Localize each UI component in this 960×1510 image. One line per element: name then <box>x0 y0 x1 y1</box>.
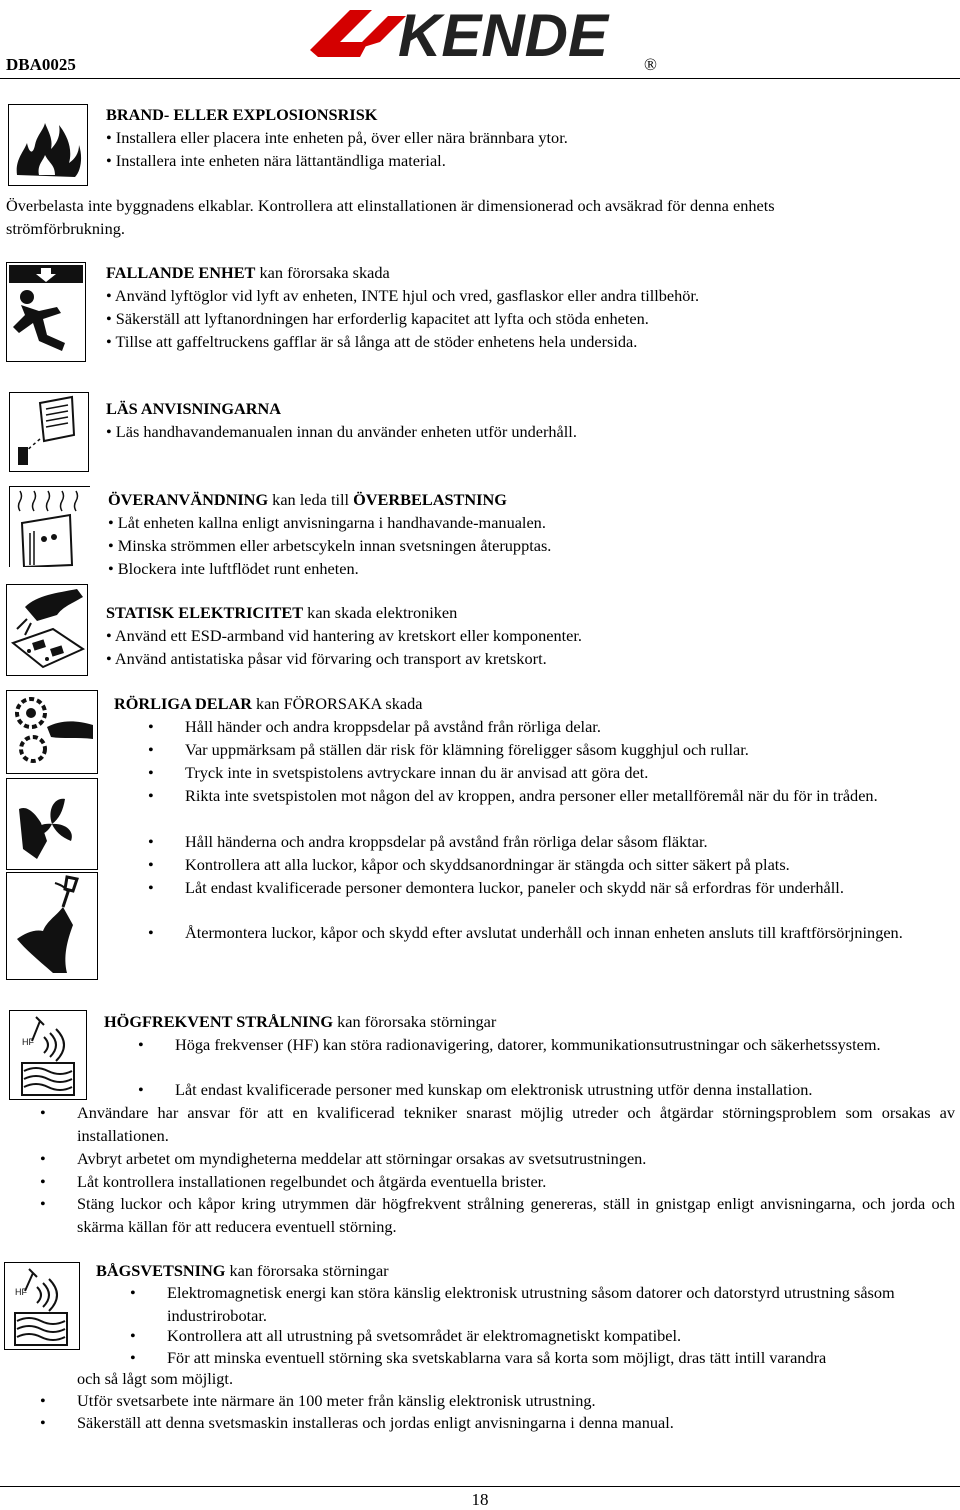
arc-outer-bullet-2: • <box>40 1413 46 1432</box>
falling-title <box>106 261 390 284</box>
header-rule <box>0 78 960 79</box>
moving-bullet-2: • <box>148 740 154 759</box>
moving-bullet-6: • <box>148 855 154 874</box>
static-item-1: • Använd ett ESD-armband vid hantering av kretskort eller komponenter. <box>106 626 582 645</box>
moving-item-4: Rikta inte svetspistolen mot någon del av kroppen, andra personer eller metallföremål när du för in tråden. <box>185 786 878 805</box>
registered-mark: ® <box>644 55 657 74</box>
kende-logo <box>310 2 640 64</box>
arc-outer-item-1: Utför svetsarbete inte närmare än 100 meter från känslig elektronisk utrustning. <box>77 1391 596 1410</box>
moving-bullet-3: • <box>148 763 154 782</box>
moving-bullet-7: • <box>148 878 154 897</box>
overuse-item-1: • Låt enheten kallna enligt anvisningarna i handhavande-manualen. <box>108 513 546 532</box>
moving-title-bold: RÖRLIGA DELAR <box>114 694 252 713</box>
hf-outer-item-2: Avbryt arbetet om myndigheterna meddelar att störningar orsakas av svetsutrustningen. <box>77 1149 647 1168</box>
arc-bullet-1: • <box>130 1283 136 1302</box>
hf-outer-item-4: Stäng luckor och kåpor kring utrymmen där högfrekvent strålning genereras, ställ in gnistgap enligt anvisningarna, och jorda och skärma källan för att reducera eventuell störning. <box>77 1194 955 1236</box>
moving-title <box>114 692 422 715</box>
moving-item-7: Låt endast kvalificerade personer demontera luckor, paneler och skydd när så erfordras för underhåll. <box>185 878 844 897</box>
moving-item-2: Var uppmärksam på ställen där risk för klämning föreligger såsom kugghjul och rullar. <box>185 740 749 759</box>
cables-line-2: strömförbrukning. <box>6 219 125 238</box>
document-code: DBA0025 <box>6 55 76 74</box>
moving-item-8: Återmontera luckor, kåpor och skydd efter avslutat underhåll och innan enheten ansluts till kraftförsörjningen. <box>185 923 903 942</box>
hf-outer-bullet-3: • <box>40 1172 46 1191</box>
overuse-item-2: • Minska strömmen eller arbetscykeln innan svetsningen återupptas. <box>108 536 552 555</box>
hf-radiation-icon <box>9 1010 87 1100</box>
footer-rule <box>0 1486 960 1487</box>
fire-item-2: • Installera inte enheten nära lättantändliga material. <box>106 151 446 170</box>
moving-bullet-5: • <box>148 832 154 851</box>
fire-item-1: • Installera eller placera inte enheten på, över eller nära brännbara ytor. <box>106 128 568 147</box>
moving-bullet-8: • <box>148 923 154 942</box>
arc-outer-bullet-1: • <box>40 1391 46 1410</box>
arc-welding-icon <box>4 1262 80 1350</box>
welding-gun-hand-icon <box>6 872 98 980</box>
moving-title-rest: kan FÖRORSAKA skada <box>251 694 423 713</box>
moving-item-5: Håll händerna och andra kroppsdelar på avstånd från rörliga delar såsom fläktar. <box>185 832 708 851</box>
arc-title-bold: BÅGSVETSNING <box>96 1261 226 1280</box>
arc-title <box>96 1259 389 1282</box>
static-title <box>106 601 457 624</box>
hf-outer-item-1: Användare har ansvar för att en kvalificerad tekniker snarast möjlig utreder och åtgärdar störningsproblem som orsakas av installationen. <box>77 1103 955 1145</box>
hf-item-1: Höga frekvenser (HF) kan störa radionavigering, datorer, kommunikationsutrustningar och säkerhetssystem. <box>175 1035 881 1054</box>
hf-outer-bullet-1: • <box>40 1103 46 1122</box>
falling-item-1: • Använd lyftöglor vid lyft av enheten, INTE hjul och vred, gasflaskor eller andra tillbehör. <box>106 286 700 305</box>
fan-hand-icon <box>6 778 98 870</box>
read-item-1: • Läs handhavandemanualen innan du använder enheten utför underhåll. <box>106 422 577 441</box>
arc-item-3-cont: och så lågt som möjligt. <box>77 1369 234 1388</box>
svg-text:KENDE: KENDE <box>398 2 609 64</box>
arc-outer-item-2: Säkerställ att denna svetsmaskin installeras och jordas enligt anvisningarna i denna manual. <box>77 1413 674 1432</box>
arc-bullet-2: • <box>130 1326 136 1345</box>
moving-bullet-1: • <box>148 717 154 736</box>
hf-outer-bullet-2: • <box>40 1149 46 1168</box>
overuse-title-mid: kan leda till <box>268 490 354 509</box>
hf-bullet-1: • <box>138 1035 144 1054</box>
static-electricity-icon <box>6 584 88 676</box>
hf-title <box>104 1010 496 1033</box>
arc-item-2: Kontrollera att all utrustning på svetsområdet är elektromagnetiskt kompatibel. <box>167 1326 682 1345</box>
hf-item-2: Låt endast kvalificerade personer med kunskap om elektronisk utrustning utför denna installation. <box>175 1080 813 1099</box>
moving-item-6: Kontrollera att alla luckor, kåpor och skyddsanordningar är stängda och sitter säkert på plats. <box>185 855 790 874</box>
svg-text:HF: HF <box>15 1287 27 1297</box>
overuse-item-3: • Blockera inte luftflödet runt enheten. <box>108 559 359 578</box>
static-title-rest: kan skada elektroniken <box>303 603 458 622</box>
hf-title-bold: HÖGFREKVENT STRÅLNING <box>104 1012 334 1031</box>
read-manual-icon <box>9 392 89 472</box>
overuse-title-end: ÖVERBELASTNING <box>353 490 507 509</box>
cables-line-1: Överbelasta inte byggnadens elkablar. Kontrollera att elinstallationen är dimensionerad och avsäkrad för denna enhets <box>6 196 775 215</box>
static-item-2: • Använd antistatiska påsar vid förvaring och transport av kretskort. <box>106 649 547 668</box>
hf-bullet-2: • <box>138 1080 144 1099</box>
falling-unit-icon <box>6 262 86 362</box>
moving-item-1: Håll händer och andra kroppsdelar på avstånd från rörliga delar. <box>185 717 601 736</box>
hf-title-rest: kan förorsaka störningar <box>333 1012 497 1031</box>
moving-bullet-4: • <box>148 786 154 805</box>
overuse-title <box>108 488 507 511</box>
arc-item-1: Elektromagnetisk energi kan störa känslig elektronisk utrustning såsom datorer och datorstyrd utrustning såsom industrirobotar. <box>167 1283 895 1325</box>
hf-outer-item-3: Låt kontrollera installationen regelbundet och åtgärda eventuella brister. <box>77 1172 547 1191</box>
gear-pinch-icon <box>6 690 98 774</box>
page-number: 18 <box>471 1490 489 1509</box>
arc-bullet-3: • <box>130 1348 136 1367</box>
falling-title-bold: FALLANDE ENHET <box>106 263 256 282</box>
fire-hazard-icon <box>8 104 88 186</box>
hf-outer-bullet-4: • <box>40 1194 46 1213</box>
overuse-icon <box>9 486 90 567</box>
svg-text:HF: HF <box>22 1037 34 1047</box>
falling-title-rest: kan förorsaka skada <box>255 263 390 282</box>
falling-item-3: • Tillse att gaffeltruckens gafflar är så långa att de stöder enhetens hela undersida. <box>106 332 638 351</box>
overuse-title-bold: ÖVERANVÄNDNING <box>108 490 269 509</box>
arc-item-3: För att minska eventuell störning ska svetskablarna vara så korta som möjligt, dras tätt intill varandra <box>167 1348 827 1367</box>
read-title: LÄS ANVISNINGARNA <box>106 399 282 418</box>
moving-item-3: Tryck inte in svetspistolens avtryckare innan du är anvisad att göra det. <box>185 763 649 782</box>
fire-title: BRAND- ELLER EXPLOSIONSRISK <box>106 105 378 124</box>
falling-item-2: • Säkerställ att lyftanordningen har erforderlig kapacitet att lyfta och stöda enheten. <box>106 309 649 328</box>
arc-title-rest: kan förorsaka störningar <box>225 1261 389 1280</box>
static-title-bold: STATISK ELEKTRICITET <box>106 603 304 622</box>
